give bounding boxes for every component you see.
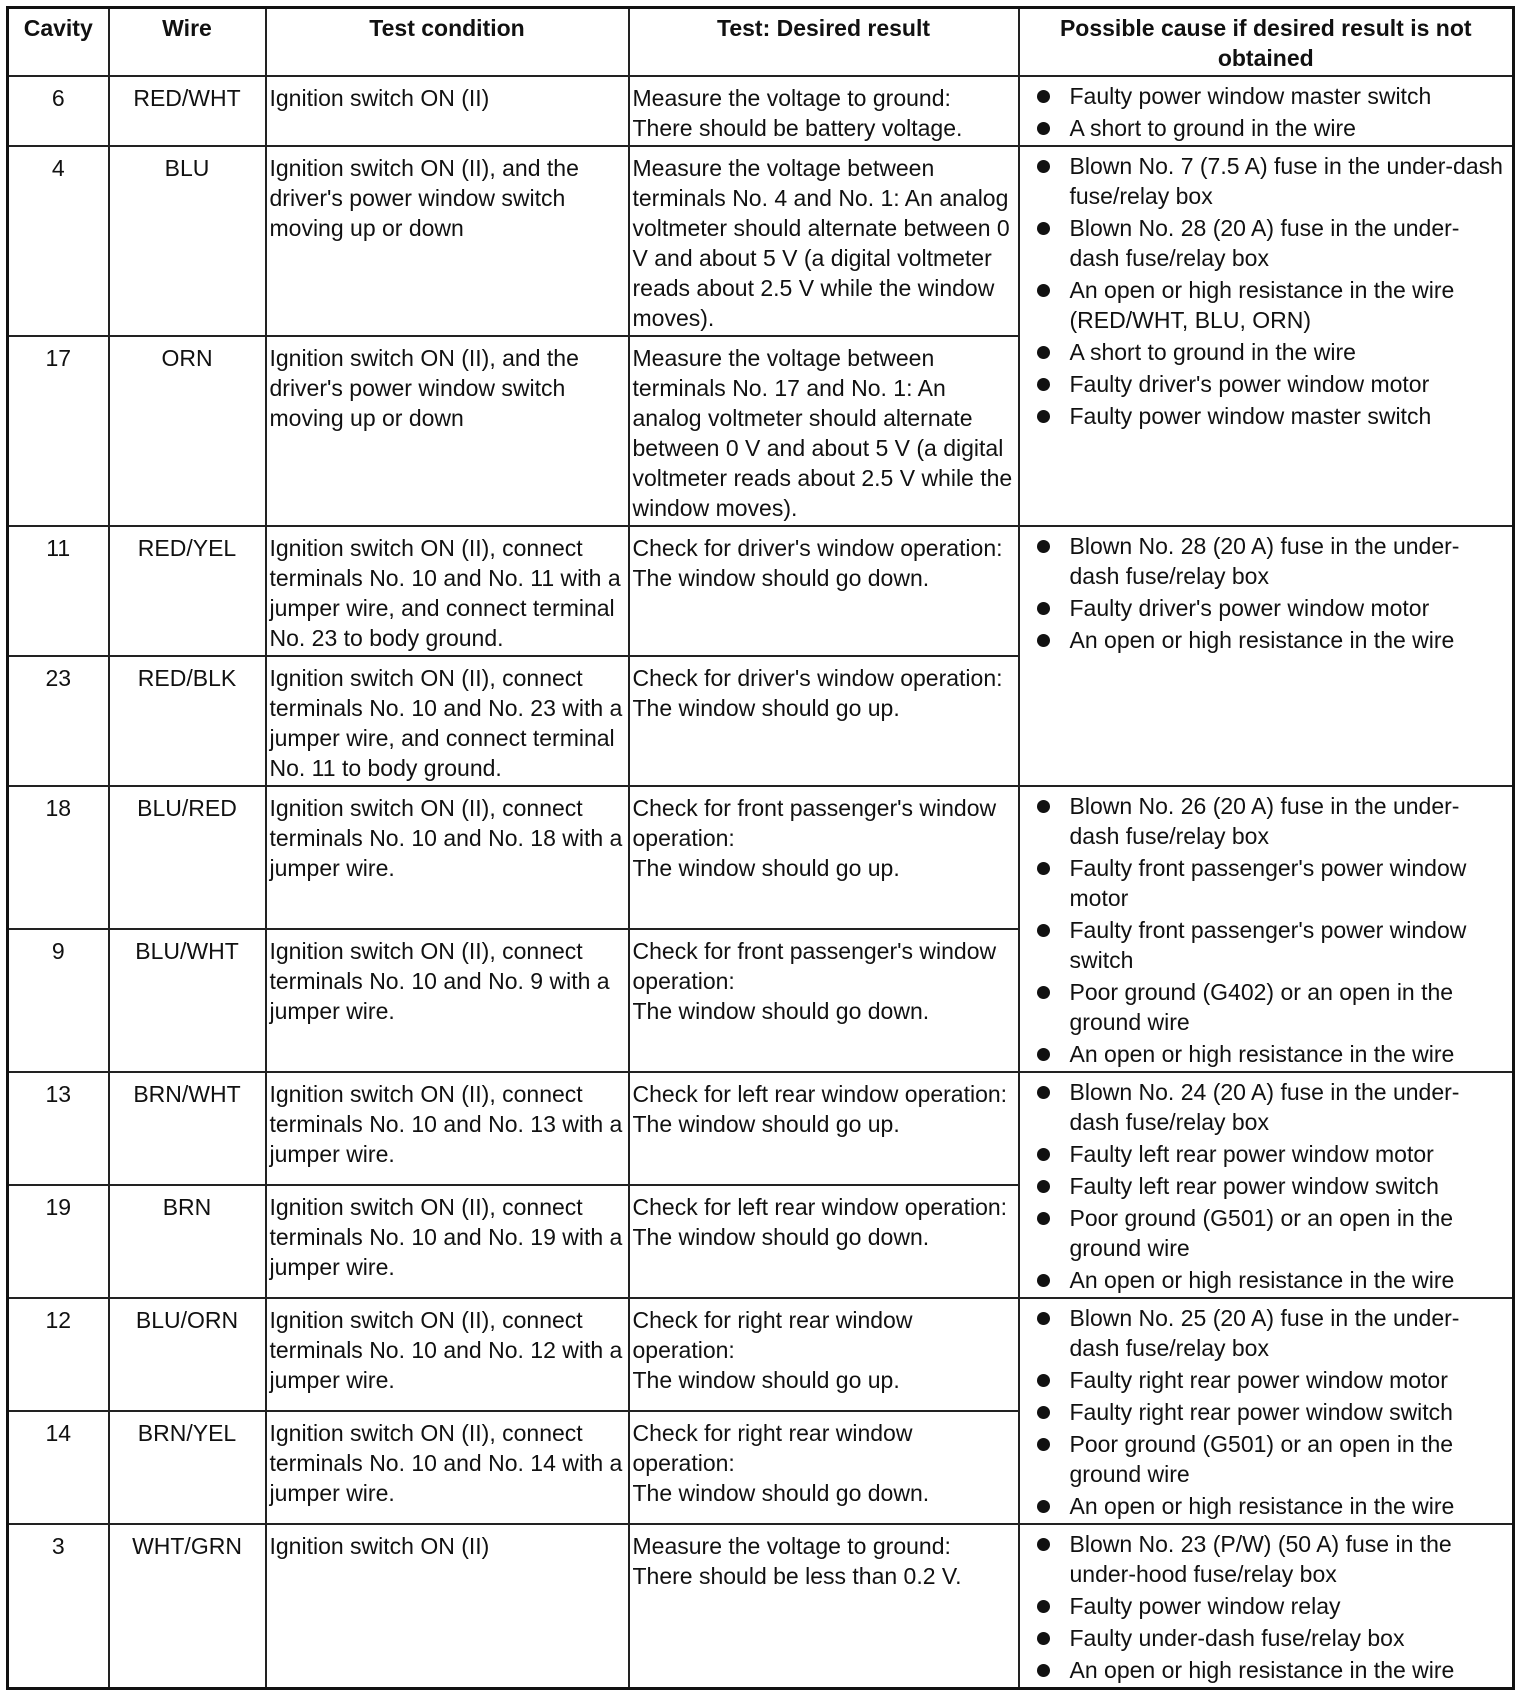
cause-list-item (1028, 1303, 1509, 1363)
test-condition-cell: Ignition switch ON (II), connect terminals No. 10 and No. 19 with a jumper wire. (266, 1185, 629, 1298)
cause-text: An open or high resistance in the wire (1069, 1041, 1455, 1067)
cause-text: Faulty driver's power window motor (1069, 371, 1430, 397)
table-row (8, 146, 1514, 336)
cause-text: Faulty under-dash fuse/relay box (1069, 1625, 1405, 1651)
cause-text: Faulty power window relay (1069, 1593, 1341, 1619)
bullet-icon (1037, 1438, 1050, 1451)
cause-text: Faulty power window master switch (1069, 403, 1432, 429)
wire-cell: BRN (109, 1185, 266, 1298)
cause-list-item (1028, 1203, 1509, 1263)
cause-text: Blown No. 28 (20 A) fuse in the under-dash fuse/relay box (1069, 533, 1460, 589)
wire-cell: ORN (109, 336, 266, 526)
desired-result-cell: Check for left rear window operation: The window should go up. (629, 1072, 1019, 1185)
cause-list-item (1028, 401, 1509, 431)
cause-list-item (1028, 1139, 1509, 1169)
cause-text: Faulty left rear power window motor (1069, 1141, 1434, 1167)
desired-result-cell: Measure the voltage to ground: There should be less than 0.2 V. (629, 1524, 1019, 1689)
cause-list-item (1028, 625, 1509, 655)
test-condition-cell: Ignition switch ON (II), connect terminals No. 10 and No. 13 with a jumper wire. (266, 1072, 629, 1185)
table-row (8, 526, 1514, 656)
cause-list-item (1028, 915, 1509, 975)
cause-list-item (1028, 593, 1509, 623)
cause-text: Poor ground (G501) or an open in the ground wire (1069, 1431, 1454, 1487)
cause-list-item (1028, 1397, 1509, 1427)
header-cavity: Cavity (8, 8, 109, 77)
cavity-cell: 13 (8, 1072, 109, 1185)
cause-list-item (1028, 213, 1509, 273)
possible-cause-cell (1019, 1524, 1514, 1689)
cause-text: Faulty front passenger's power window motor (1069, 855, 1467, 911)
cause-text: Poor ground (G402) or an open in the ground wire (1069, 979, 1454, 1035)
bullet-icon (1037, 1274, 1050, 1287)
cause-text: Faulty power window master switch (1069, 83, 1432, 109)
wire-cell: RED/BLK (109, 656, 266, 786)
cause-text: A short to ground in the wire (1069, 115, 1356, 141)
cause-list (1028, 1077, 1509, 1295)
bullet-icon (1037, 222, 1050, 235)
wire-cell: WHT/GRN (109, 1524, 266, 1689)
cause-text: Faulty driver's power window motor (1069, 595, 1430, 621)
bullet-icon (1037, 862, 1050, 875)
cause-list-item (1028, 1655, 1509, 1685)
cavity-cell: 9 (8, 929, 109, 1072)
bullet-icon (1037, 602, 1050, 615)
cause-list-item (1028, 1529, 1509, 1589)
bullet-icon (1037, 1212, 1050, 1225)
cause-list-item (1028, 113, 1509, 143)
possible-cause-cell (1019, 76, 1514, 146)
cause-list-item (1028, 1039, 1509, 1069)
cause-list-item (1028, 337, 1509, 367)
test-condition-cell: Ignition switch ON (II), connect terminals No. 10 and No. 11 with a jumper wire, and connect terminal No. 23 to body ground. (266, 526, 629, 656)
table-row (8, 786, 1514, 929)
cause-text: Faulty front passenger's power window switch (1069, 917, 1467, 973)
table-row (8, 76, 1514, 146)
cause-text: Poor ground (G501) or an open in the ground wire (1069, 1205, 1454, 1261)
desired-result-cell: Check for right rear window operation: The window should go down. (629, 1411, 1019, 1524)
bullet-icon (1037, 1374, 1050, 1387)
bullet-icon (1037, 410, 1050, 423)
cause-text: Blown No. 23 (P/W) (50 A) fuse in the under-hood fuse/relay box (1069, 1531, 1452, 1587)
header-possible-cause: Possible cause if desired result is not obtained (1019, 8, 1514, 77)
cause-text: An open or high resistance in the wire (RED/WHT, BLU, ORN) (1069, 277, 1455, 333)
bullet-icon (1037, 1406, 1050, 1419)
cavity-cell: 6 (8, 76, 109, 146)
cavity-cell: 4 (8, 146, 109, 336)
cavity-cell: 14 (8, 1411, 109, 1524)
desired-result-cell: Check for driver's window operation: The window should go down. (629, 526, 1019, 656)
cause-list-item (1028, 1491, 1509, 1521)
cause-text: An open or high resistance in the wire (1069, 627, 1455, 653)
cause-list-item (1028, 853, 1509, 913)
cavity-cell: 3 (8, 1524, 109, 1689)
cause-list-item (1028, 369, 1509, 399)
wire-cell: BLU (109, 146, 266, 336)
wire-cell: RED/WHT (109, 76, 266, 146)
wire-cell: BLU/RED (109, 786, 266, 929)
header-wire: Wire (109, 8, 266, 77)
bullet-icon (1037, 122, 1050, 135)
cause-list-item (1028, 1623, 1509, 1653)
cavity-cell: 11 (8, 526, 109, 656)
cause-list-item (1028, 151, 1509, 211)
bullet-icon (1037, 1086, 1050, 1099)
cause-list-item (1028, 977, 1509, 1037)
cause-list-item (1028, 81, 1509, 111)
desired-result-cell: Check for front passenger's window operation: The window should go down. (629, 929, 1019, 1072)
test-condition-cell: Ignition switch ON (II), connect terminals No. 10 and No. 12 with a jumper wire. (266, 1298, 629, 1411)
cause-list-item (1028, 791, 1509, 851)
cause-text: Blown No. 28 (20 A) fuse in the under-dash fuse/relay box (1069, 215, 1460, 271)
cavity-cell: 23 (8, 656, 109, 786)
wire-cell: BLU/ORN (109, 1298, 266, 1411)
desired-result-cell: Check for left rear window operation: The window should go down. (629, 1185, 1019, 1298)
cause-list-item (1028, 1171, 1509, 1201)
document-page (6, 6, 1515, 1690)
cause-list-item (1028, 1077, 1509, 1137)
cause-list (1028, 81, 1509, 143)
cause-text: Blown No. 7 (7.5 A) fuse in the under-dash fuse/relay box (1069, 153, 1503, 209)
wire-cell: RED/YEL (109, 526, 266, 656)
cause-text: Blown No. 25 (20 A) fuse in the under-dash fuse/relay box (1069, 1305, 1460, 1361)
cavity-cell: 19 (8, 1185, 109, 1298)
bullet-icon (1037, 1500, 1050, 1513)
header-row (8, 8, 1514, 77)
desired-result-cell: Check for driver's window operation: The window should go up. (629, 656, 1019, 786)
test-condition-cell: Ignition switch ON (II) (266, 1524, 629, 1689)
cause-text: Blown No. 26 (20 A) fuse in the under-dash fuse/relay box (1069, 793, 1460, 849)
test-condition-cell: Ignition switch ON (II), and the driver's power window switch moving up or down (266, 146, 629, 336)
bullet-icon (1037, 986, 1050, 999)
bullet-icon (1037, 634, 1050, 647)
header-desired-result: Test: Desired result (629, 8, 1019, 77)
bullet-icon (1037, 284, 1050, 297)
cause-list-item (1028, 1365, 1509, 1395)
bullet-icon (1037, 1538, 1050, 1551)
bullet-icon (1037, 160, 1050, 173)
bullet-icon (1037, 1664, 1050, 1677)
test-condition-cell: Ignition switch ON (II), connect terminals No. 10 and No. 9 with a jumper wire. (266, 929, 629, 1072)
bullet-icon (1037, 1600, 1050, 1613)
header-test-condition: Test condition (266, 8, 629, 77)
desired-result-cell: Check for right rear window operation: The window should go up. (629, 1298, 1019, 1411)
cavity-cell: 17 (8, 336, 109, 526)
desired-result-cell: Measure the voltage to ground: There should be battery voltage. (629, 76, 1019, 146)
cause-list-item (1028, 275, 1509, 335)
possible-cause-cell (1019, 786, 1514, 1072)
test-condition-cell: Ignition switch ON (II), connect terminals No. 10 and No. 18 with a jumper wire. (266, 786, 629, 929)
test-condition-cell: Ignition switch ON (II), and the driver's power window switch moving up or down (266, 336, 629, 526)
bullet-icon (1037, 924, 1050, 937)
cause-text: An open or high resistance in the wire (1069, 1267, 1455, 1293)
cause-text: An open or high resistance in the wire (1069, 1493, 1455, 1519)
bullet-icon (1037, 90, 1050, 103)
cause-list-item (1028, 1265, 1509, 1295)
bullet-icon (1037, 540, 1050, 553)
bullet-icon (1037, 1180, 1050, 1193)
wire-cell: BLU/WHT (109, 929, 266, 1072)
bullet-icon (1037, 1632, 1050, 1645)
cause-list (1028, 531, 1509, 655)
bullet-icon (1037, 1148, 1050, 1161)
table-row (8, 1524, 1514, 1689)
cause-list-item (1028, 1429, 1509, 1489)
bullet-icon (1037, 800, 1050, 813)
desired-result-cell: Check for front passenger's window operation: The window should go up. (629, 786, 1019, 929)
cause-list-item (1028, 531, 1509, 591)
cause-list (1028, 791, 1509, 1069)
possible-cause-cell (1019, 1298, 1514, 1524)
cause-list (1028, 1529, 1509, 1685)
cause-list (1028, 151, 1509, 431)
cavity-cell: 12 (8, 1298, 109, 1411)
table-body (8, 76, 1514, 1689)
test-condition-cell: Ignition switch ON (II), connect terminals No. 10 and No. 14 with a jumper wire. (266, 1411, 629, 1524)
wire-cell: BRN/YEL (109, 1411, 266, 1524)
possible-cause-cell (1019, 526, 1514, 786)
cause-text: Blown No. 24 (20 A) fuse in the under-dash fuse/relay box (1069, 1079, 1460, 1135)
cause-text: Faulty left rear power window switch (1069, 1173, 1439, 1199)
cause-text: A short to ground in the wire (1069, 339, 1356, 365)
cause-list (1028, 1303, 1509, 1521)
cause-text: An open or high resistance in the wire (1069, 1657, 1455, 1683)
test-condition-cell: Ignition switch ON (II), connect terminals No. 10 and No. 23 with a jumper wire, and connect terminal No. 11 to body ground. (266, 656, 629, 786)
bullet-icon (1037, 1048, 1050, 1061)
cause-list-item (1028, 1591, 1509, 1621)
bullet-icon (1037, 378, 1050, 391)
possible-cause-cell (1019, 1072, 1514, 1298)
test-condition-cell: Ignition switch ON (II) (266, 76, 629, 146)
wire-cell: BRN/WHT (109, 1072, 266, 1185)
table-row (8, 1072, 1514, 1185)
table-row (8, 1298, 1514, 1411)
cavity-cell: 18 (8, 786, 109, 929)
troubleshooting-table (6, 6, 1515, 1690)
bullet-icon (1037, 346, 1050, 359)
cause-text: Faulty right rear power window switch (1069, 1399, 1453, 1425)
cause-text: Faulty right rear power window motor (1069, 1367, 1448, 1393)
bullet-icon (1037, 1312, 1050, 1325)
desired-result-cell: Measure the voltage between terminals No. 17 and No. 1: An analog voltmeter should alternate between 0 V and about 5 V (a digital voltmeter reads about 2.5 V while the window moves). (629, 336, 1019, 526)
desired-result-cell: Measure the voltage between terminals No. 4 and No. 1: An analog voltmeter should alternate between 0 V and about 5 V (a digital voltmeter reads about 2.5 V while the window moves). (629, 146, 1019, 336)
possible-cause-cell (1019, 146, 1514, 526)
